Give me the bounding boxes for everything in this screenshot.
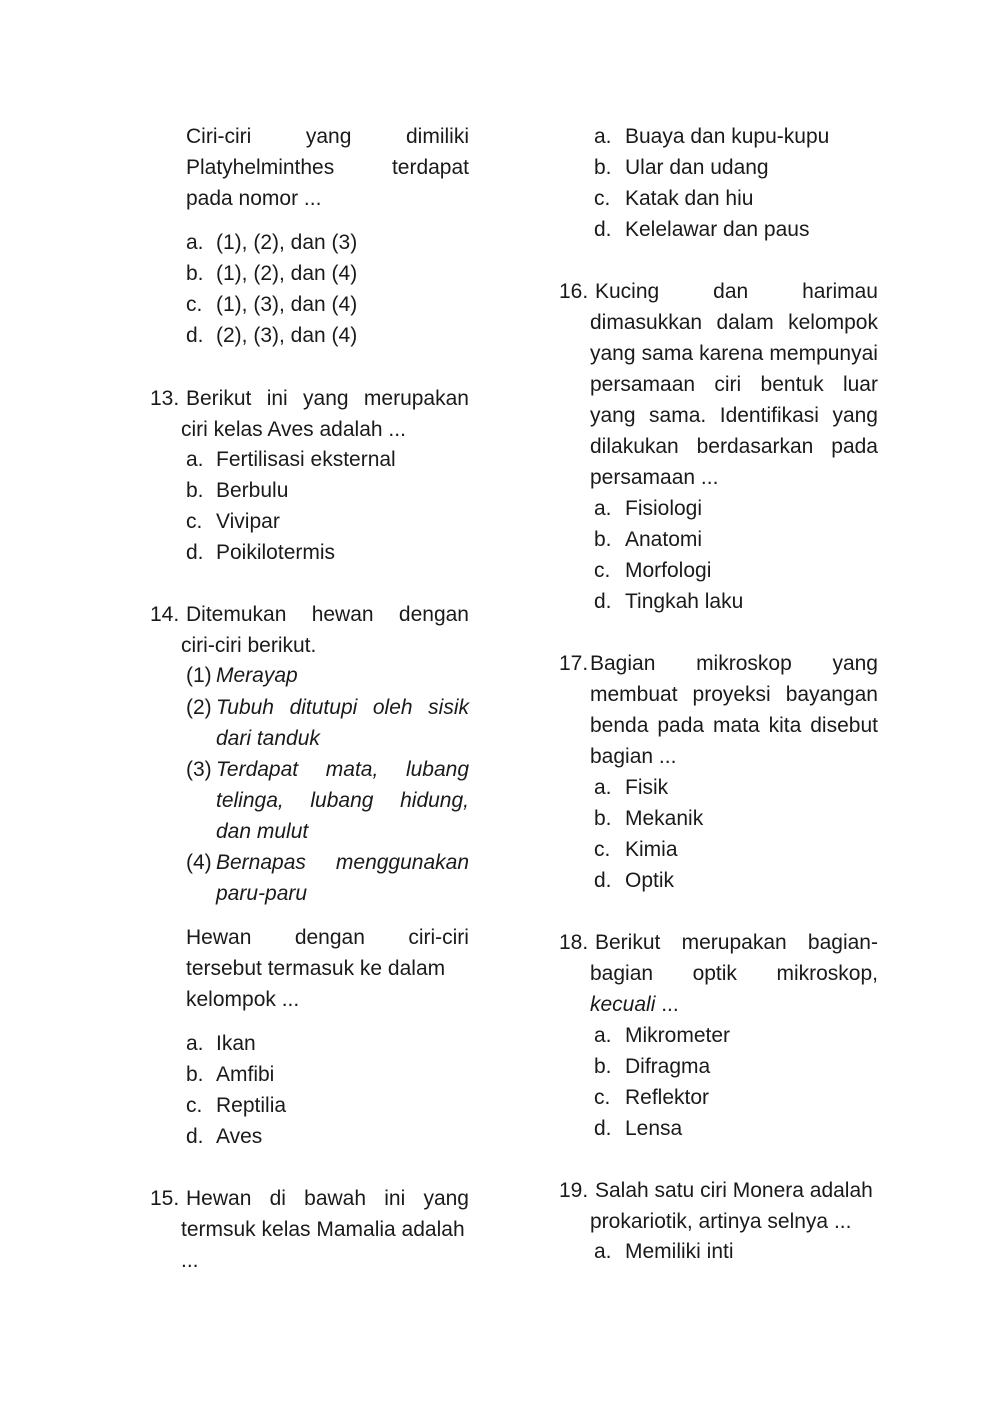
option-label: d.	[594, 869, 612, 892]
word: Platyhelminthes	[186, 156, 335, 179]
word: proyeksi	[692, 683, 771, 706]
word: mata	[713, 714, 760, 737]
option-text: Reflektor	[625, 1086, 710, 1109]
option-text: Optik	[625, 869, 675, 892]
question-18-stem-line	[590, 989, 679, 1020]
word: telinga,	[216, 789, 284, 812]
word: yang	[832, 652, 878, 675]
word: paru-paru	[216, 882, 308, 905]
question-15-number: 15.	[150, 1187, 180, 1210]
option-label: b.	[186, 479, 204, 502]
word: Merayap	[216, 664, 298, 687]
word: yang	[305, 125, 352, 148]
emphasis-kecuali: kecuali	[590, 993, 656, 1016]
word: dilakukan	[590, 435, 679, 458]
word: yang	[590, 404, 636, 427]
word: ciri-ciri	[408, 926, 469, 949]
word: Identifikasi	[719, 404, 819, 427]
word: ...	[181, 1249, 199, 1272]
word: dan	[713, 280, 749, 303]
option-label: b.	[186, 262, 204, 285]
criteria-item-text	[216, 660, 469, 691]
question-16-stem-line	[595, 276, 878, 307]
option-text: Mekanik	[625, 807, 704, 830]
word: bagian-	[807, 931, 878, 954]
option-label: b.	[594, 156, 612, 179]
question-16-stem-line	[590, 462, 878, 493]
word: benda	[590, 714, 649, 737]
word: Bernapas	[216, 851, 306, 874]
word: dalam	[716, 311, 774, 334]
question-16-stem-line	[590, 400, 878, 431]
word: Hewan	[186, 926, 252, 949]
question-13-stem-line	[186, 383, 469, 414]
question-18-number: 18.	[559, 931, 589, 954]
question-15-stem-line	[181, 1214, 464, 1245]
option-label: a.	[594, 1240, 612, 1263]
word: sisik	[428, 696, 469, 719]
criteria-item-text	[216, 723, 469, 754]
question-17-stem-line	[590, 710, 878, 741]
word: pada	[657, 714, 705, 737]
word: terdapat	[391, 156, 469, 179]
word: lubang	[405, 758, 469, 781]
option-label: d.	[594, 218, 612, 241]
option-text: Vivipar	[216, 510, 280, 533]
option-label: b.	[594, 528, 612, 551]
option-label: a.	[594, 776, 612, 799]
word: dari tanduk	[216, 727, 320, 750]
word: termsuk kelas Mamalia adalah	[181, 1218, 465, 1241]
word: tersebut termasuk ke dalam	[186, 957, 446, 980]
question-19-stem-line	[590, 1206, 878, 1237]
criteria-item-label: (4)	[186, 851, 212, 874]
word: Hewan	[186, 1187, 252, 1210]
question-14-follow-line	[186, 922, 469, 953]
option-text: Morfologi	[625, 559, 712, 582]
word: dengan	[398, 603, 469, 626]
word: mempunyai	[769, 342, 878, 365]
word: Berikut	[595, 931, 661, 954]
word: Salah satu ciri Monera adalah	[595, 1179, 873, 1202]
question-19-stem-line	[595, 1175, 878, 1206]
question-17-stem-line	[590, 679, 878, 710]
word: membuat	[590, 683, 678, 706]
question-15-stem-line	[181, 1245, 464, 1276]
question-17-stem-line	[590, 741, 878, 772]
option-text: Kelelawar dan paus	[625, 218, 810, 241]
option-label: a.	[186, 1032, 204, 1055]
option-text: Berbulu	[216, 479, 289, 502]
option-text: Aves	[216, 1125, 263, 1148]
question-12-stem-line	[186, 121, 469, 152]
option-text: Mikrometer	[625, 1024, 731, 1047]
word: dimasukkan	[590, 311, 703, 334]
option-label: b.	[594, 1055, 612, 1078]
question-14-follow-line	[186, 984, 469, 1015]
question-14-number: 14.	[150, 603, 180, 626]
question-18-stem-line	[590, 958, 878, 989]
word: dimiliki	[405, 125, 469, 148]
option-label: c.	[594, 1086, 611, 1109]
option-text: Ikan	[216, 1032, 256, 1055]
question-14-follow-line	[186, 953, 469, 984]
word: dengan	[294, 926, 365, 949]
option-text: Amfibi	[216, 1063, 275, 1086]
question-13-number: 13.	[150, 387, 180, 410]
word: ciri	[714, 373, 742, 396]
option-label: a.	[594, 1024, 612, 1047]
word: Ditemukan	[186, 603, 287, 626]
option-text: (2), (3), dan (4)	[216, 324, 358, 347]
criteria-item-text	[216, 816, 469, 847]
word: ciri kelas Aves adalah ...	[181, 418, 406, 441]
word: yang	[590, 342, 636, 365]
word: karena	[699, 342, 764, 365]
question-16-stem-line	[590, 307, 878, 338]
question-16-stem-line	[590, 338, 878, 369]
word: mikroskop,	[776, 962, 878, 985]
option-label: a.	[186, 448, 204, 471]
word: optik	[692, 962, 737, 985]
word: ini	[384, 1187, 406, 1210]
word: mikroskop	[696, 652, 792, 675]
criteria-item-text	[216, 754, 469, 785]
option-text: Ular dan udang	[625, 156, 769, 179]
word: pada nomor ...	[186, 187, 322, 210]
word: yang	[832, 404, 878, 427]
criteria-item-label: (3)	[186, 758, 212, 781]
option-text: Fisik	[625, 776, 669, 799]
word: kelompok ...	[186, 988, 300, 1011]
option-text: (1), (2), dan (3)	[216, 231, 358, 254]
word: ditutupi	[289, 696, 358, 719]
question-17-stem-line	[590, 648, 878, 679]
word: lubang	[310, 789, 374, 812]
option-label: c.	[186, 293, 203, 316]
word: prokariotik, artinya selnya ...	[590, 1210, 852, 1233]
word: merupakan	[681, 931, 787, 954]
question-16-stem-line	[590, 369, 878, 400]
criteria-item-label: (2)	[186, 696, 212, 719]
word: dan mulut	[216, 820, 309, 843]
option-text: Memiliki inti	[625, 1240, 734, 1263]
question-12-stem-line	[186, 183, 469, 214]
question-18-stem-line	[595, 927, 878, 958]
option-label: d.	[186, 541, 204, 564]
word: bentuk	[760, 373, 824, 396]
option-label: a.	[594, 125, 612, 148]
word: sama.	[649, 404, 707, 427]
word: pada	[831, 435, 878, 458]
option-text: Fertilisasi eksternal	[216, 448, 396, 471]
word: merupakan	[363, 387, 469, 410]
word: hidung,	[400, 789, 469, 812]
word: bayangan	[785, 683, 878, 706]
word: kita	[768, 714, 802, 737]
word: sama	[641, 342, 693, 365]
word: luar	[842, 373, 878, 396]
question-14-stem-line	[186, 599, 469, 630]
option-label: a.	[594, 497, 612, 520]
option-label: d.	[186, 324, 204, 347]
word: disebut	[810, 714, 878, 737]
question-15-stem-line	[186, 1183, 469, 1214]
word: yang	[423, 1187, 469, 1210]
criteria-item-text	[216, 785, 469, 816]
question-14-stem-line	[181, 630, 464, 661]
word: oleh	[372, 696, 413, 719]
option-text: (1), (2), dan (4)	[216, 262, 358, 285]
question-16-number: 16.	[559, 280, 589, 303]
option-label: b.	[594, 807, 612, 830]
word: persamaan ...	[590, 466, 719, 489]
option-text: Kimia	[625, 838, 678, 861]
word: hewan	[311, 603, 374, 626]
word: harimau	[802, 280, 878, 303]
word: bawah	[304, 1187, 367, 1210]
option-text: Poikilotermis	[216, 541, 336, 564]
word: Berikut	[186, 387, 252, 410]
word: Tubuh	[216, 696, 274, 719]
word: yang	[303, 387, 349, 410]
stem-tail: ...	[655, 993, 679, 1016]
option-label: d.	[594, 1117, 612, 1140]
option-text: Reptilia	[216, 1094, 287, 1117]
option-label: d.	[186, 1125, 204, 1148]
option-text: Anatomi	[625, 528, 703, 551]
word: ini	[266, 387, 288, 410]
option-text: Fisiologi	[625, 497, 703, 520]
criteria-item-label: (1)	[186, 664, 212, 687]
word: kelompok	[788, 311, 878, 334]
word: di	[269, 1187, 286, 1210]
word: Terdapat	[216, 758, 299, 781]
question-19-number: 19.	[559, 1179, 589, 1202]
option-label: c.	[594, 838, 611, 861]
option-label: c.	[186, 1094, 203, 1117]
option-label: c.	[594, 559, 611, 582]
option-text: (1), (3), dan (4)	[216, 293, 358, 316]
word: bagian ...	[590, 745, 677, 768]
option-label: c.	[594, 187, 611, 210]
option-label: c.	[186, 510, 203, 533]
question-12-stem-line	[186, 152, 469, 183]
criteria-item-text	[216, 878, 469, 909]
word: persamaan	[590, 373, 696, 396]
word: berdasarkan	[696, 435, 814, 458]
question-17-number: 17.	[559, 652, 589, 675]
question-16-stem-line	[590, 431, 878, 462]
word: Bagian	[590, 652, 656, 675]
word: menggunakan	[335, 851, 469, 874]
option-label: b.	[186, 1063, 204, 1086]
word: Kucing	[595, 280, 660, 303]
question-13-stem-line	[181, 414, 464, 445]
option-text: Katak dan hiu	[625, 187, 754, 210]
word: mata,	[325, 758, 379, 781]
option-text: Difragma	[625, 1055, 711, 1078]
word: Ciri-ciri	[186, 125, 252, 148]
word: ciri-ciri berikut.	[181, 634, 317, 657]
criteria-item-text	[216, 847, 469, 878]
option-text: Buaya dan kupu-kupu	[625, 125, 830, 148]
option-label: d.	[594, 590, 612, 613]
option-label: a.	[186, 231, 204, 254]
word: bagian	[590, 962, 654, 985]
option-text: Tingkah laku	[625, 590, 744, 613]
criteria-item-text	[216, 692, 469, 723]
option-text: Lensa	[625, 1117, 683, 1140]
